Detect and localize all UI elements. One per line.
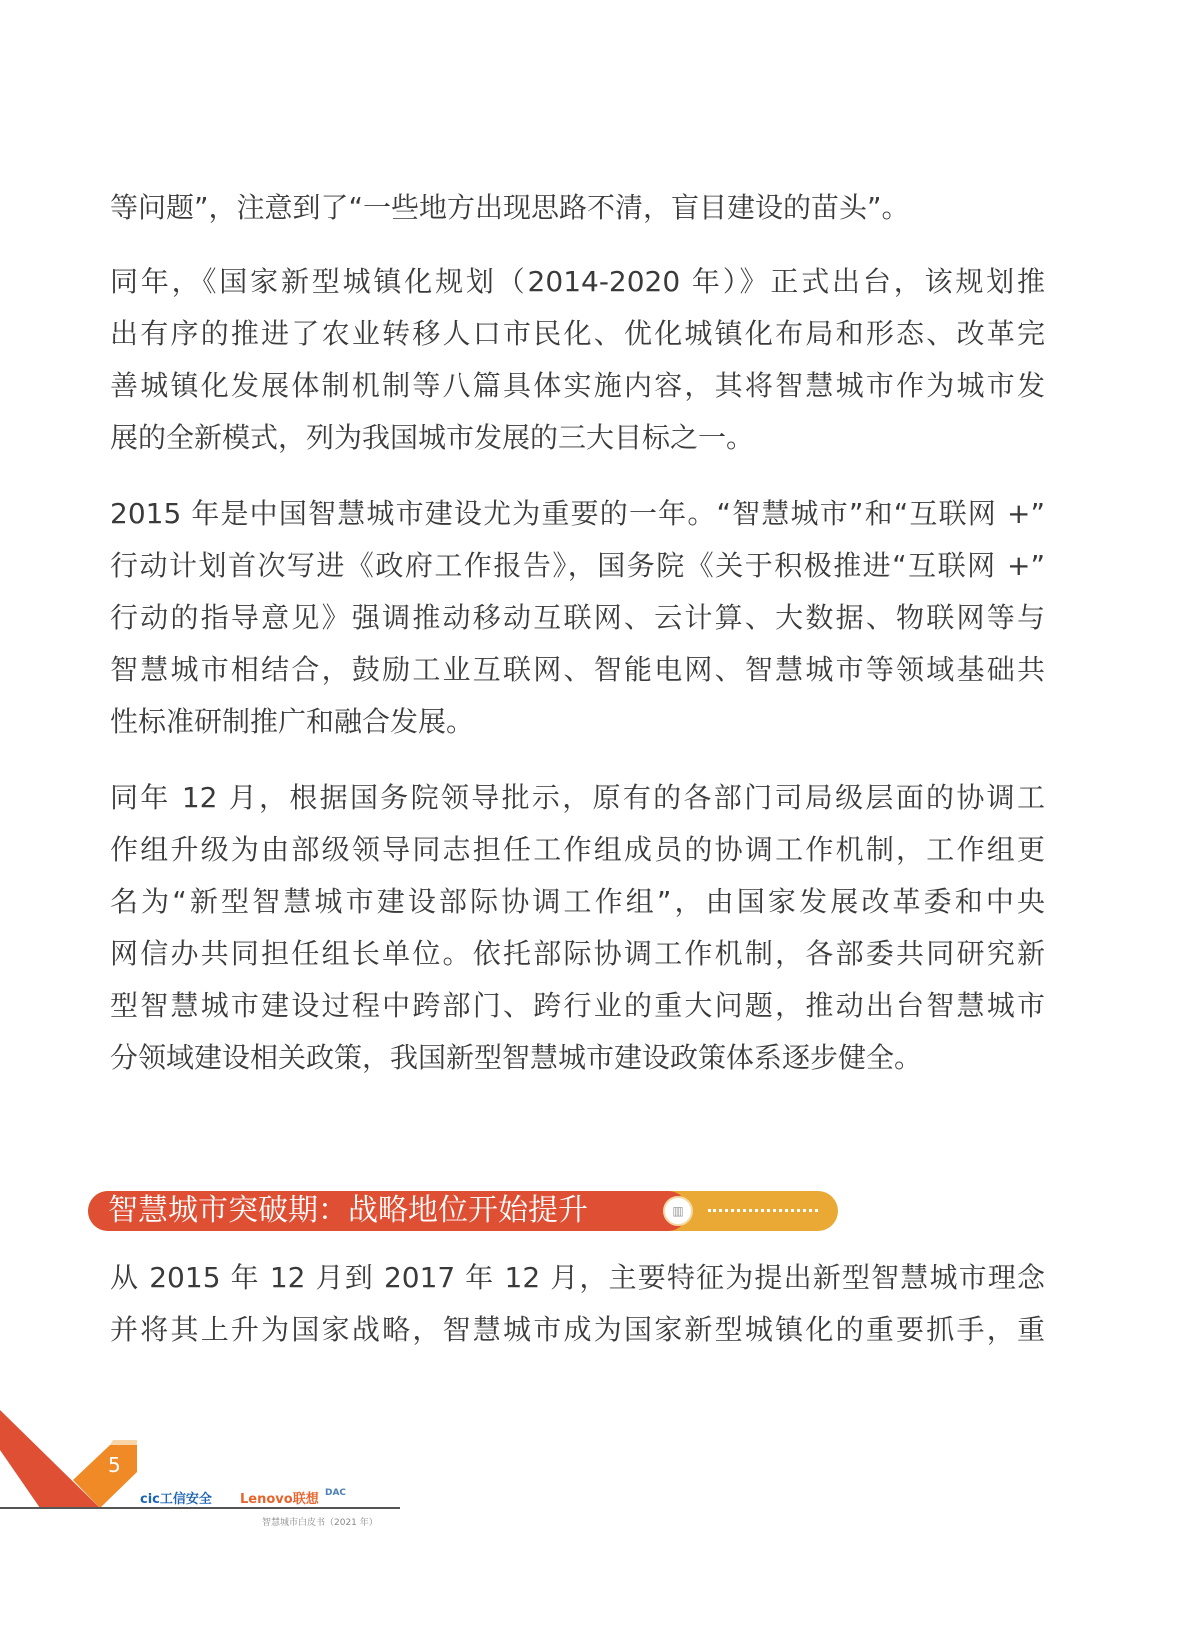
- footer-divider: [0, 1507, 400, 1509]
- paragraph-2: [110, 256, 1045, 464]
- lenovo-logo: Lenovo联想: [240, 1492, 319, 1507]
- paragraph-5: [110, 1252, 1045, 1356]
- text-line: 网信办共同担任组长单位。依托部际协调工作机制，各部委共同研究新: [110, 937, 1045, 970]
- text-line: 善城镇化发展体制机制等八篇具体实施内容，其将智慧城市作为城市发: [110, 369, 1045, 402]
- text-line: 同年，《国家新型城镇化规划（2014-2020 年）》正式出台，该规划推: [110, 265, 1045, 298]
- text-line: 2015 年是中国智慧城市建设尤为重要的一年。“智慧城市”和“互联网 +”: [110, 497, 1045, 530]
- city-icon: ▥: [663, 1196, 693, 1226]
- text-line: 名为“新型智慧城市建设部际协调工作组”，由国家发展改革委和中央: [110, 885, 1045, 918]
- section-heading-banner: [88, 1191, 838, 1231]
- text-line: 智慧城市相结合，鼓励工业互联网、智能电网、智慧城市等领域基础共: [110, 653, 1045, 686]
- text-line: 展的全新模式，列为我国城市发展的三大目标之一。: [110, 421, 755, 454]
- paragraph-4: [110, 772, 1045, 1084]
- text-line: 行动计划首次写进《政府工作报告》，国务院《关于积极推进“互联网 +”: [110, 549, 1045, 582]
- corner-chevron-decoration: [0, 1410, 150, 1510]
- dotted-arrow-icon: [708, 1209, 818, 1212]
- text-line: 等问题”，注意到了“一些地方出现思路不清，盲目建设的苗头”。: [110, 191, 910, 224]
- cic-logo: cic工信安全: [140, 1492, 212, 1507]
- text-line: 从 2015 年 12 月到 2017 年 12 月，主要特征为提出新型智慧城市理念: [110, 1261, 1045, 1294]
- text-line: 作组升级为由部级领导同志担任工作组成员的协调工作机制，工作组更: [110, 833, 1045, 866]
- section-heading: 智慧城市突破期：战略地位开始提升: [108, 1193, 588, 1228]
- text-line: 并将其上升为国家战略，智慧城市成为国家新型城镇化的重要抓手，重: [110, 1313, 1045, 1346]
- dac-logo: DAC: [325, 1488, 347, 1498]
- text-line: 分领域建设相关政策，我国新型智慧城市建设政策体系逐步健全。: [110, 1041, 923, 1074]
- paragraph-1: [110, 182, 1045, 234]
- text-line: 性标准研制推广和融合发展。: [110, 705, 475, 738]
- paragraph-3: [110, 488, 1045, 748]
- text-line: 同年 12 月，根据国务院领导批示，原有的各部门司局级层面的协调工: [110, 781, 1045, 814]
- text-line: 行动的指导意见》强调推动移动互联网、云计算、大数据、物联网等与: [110, 601, 1045, 634]
- text-line: 出有序的推进了农业转移人口市民化、优化城镇化布局和形态、改革完: [110, 317, 1045, 350]
- text-line: 型智慧城市建设过程中跨部门、跨行业的重大问题，推动出台智慧城市: [110, 989, 1045, 1022]
- page-number: 5: [108, 1453, 121, 1477]
- footer-caption: 智慧城市白皮书（2021 年）: [262, 1518, 378, 1528]
